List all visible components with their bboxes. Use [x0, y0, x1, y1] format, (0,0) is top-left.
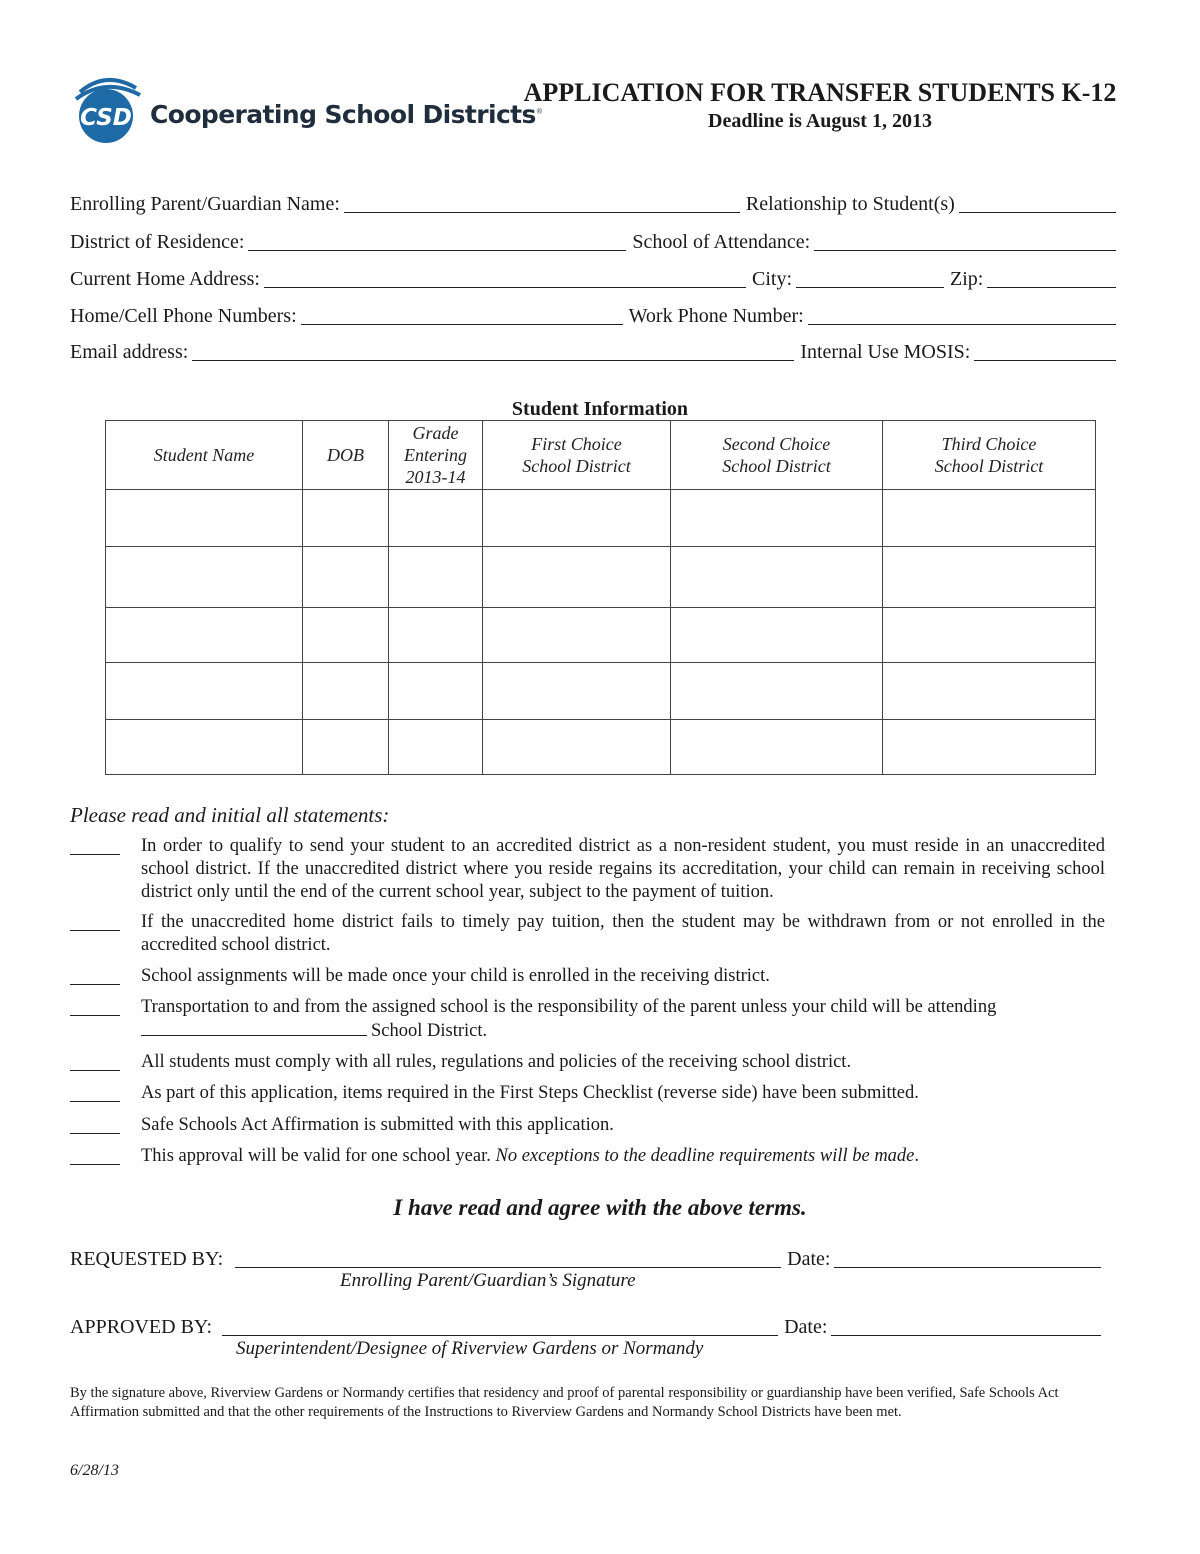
school-attendance-field[interactable] [814, 250, 1116, 251]
table-cell[interactable] [883, 720, 1096, 775]
table-cell[interactable] [883, 663, 1096, 720]
school-attendance-label: School of Attendance: [632, 231, 811, 253]
initial-field-8[interactable] [70, 1145, 120, 1165]
home-phone-field[interactable] [301, 324, 623, 325]
logo-name: Cooperating School Districts® [150, 100, 543, 129]
zip-label: Zip: [950, 268, 984, 290]
table-row [106, 547, 1096, 608]
table-row [106, 608, 1096, 663]
mosis-label: Internal Use MOSIS: [800, 341, 971, 363]
initial-field-7[interactable] [70, 1114, 120, 1134]
csd-logo [70, 72, 543, 144]
approved-signature-field[interactable] [222, 1335, 778, 1336]
initial-field-2[interactable] [70, 911, 120, 931]
table-cell[interactable] [671, 663, 883, 720]
csd-logo-icon [70, 72, 142, 144]
requested-row [70, 1243, 1107, 1271]
statement-3: School assignments will be made once your child is enrolled in the receiving district. [70, 965, 1105, 988]
approved-by-label: APPROVED BY: [70, 1316, 213, 1338]
table-cell[interactable] [303, 720, 389, 775]
statements-instruction: Please read and initial all statements: [70, 803, 390, 827]
table-cell[interactable] [106, 720, 303, 775]
table-row [106, 720, 1096, 775]
deadline-subtitle: Deadline is August 1, 2013 [708, 110, 932, 132]
statement-5: All students must comply with all rules, regulations and policies of the receiving school district. [70, 1051, 1105, 1074]
requested-caption: Enrolling Parent/Guardian’s Signature [340, 1270, 636, 1291]
table-cell[interactable] [389, 608, 483, 663]
phone-row [70, 300, 1122, 328]
initial-field-6[interactable] [70, 1082, 120, 1102]
email-label: Email address: [70, 341, 189, 363]
requested-date-field[interactable] [834, 1267, 1101, 1268]
work-phone-field[interactable] [808, 324, 1116, 325]
student-info-table [105, 420, 1096, 775]
approved-date-field[interactable] [831, 1335, 1101, 1336]
approved-caption: Superintendent/Designee of Riverview Gardens or Normandy [236, 1338, 704, 1359]
initial-field-5[interactable] [70, 1051, 120, 1071]
district-row [70, 226, 1122, 254]
table-cell[interactable] [303, 608, 389, 663]
statement-6: As part of this application, items required in the First Steps Checklist (reverse side) have been submitted. [70, 1082, 1105, 1105]
initial-field-3[interactable] [70, 965, 120, 985]
home-address-label: Current Home Address: [70, 268, 260, 290]
table-row [106, 490, 1096, 547]
zip-field[interactable] [987, 287, 1116, 288]
email-row [70, 336, 1122, 364]
table-cell[interactable] [303, 547, 389, 608]
parent-row [70, 188, 1122, 216]
column-header: Grade Entering 2013-14 [389, 421, 483, 490]
table-cell[interactable] [671, 490, 883, 547]
page-title: APPLICATION FOR TRANSFER STUDENTS K-12 [523, 78, 1117, 107]
column-header: First Choice School District [483, 421, 671, 490]
school-district-blank[interactable] [141, 1019, 367, 1036]
table-cell[interactable] [389, 547, 483, 608]
revision-date: 6/28/13 [70, 1462, 119, 1479]
table-cell[interactable] [671, 720, 883, 775]
initial-field-4[interactable] [70, 996, 120, 1016]
requested-by-label: REQUESTED BY: [70, 1248, 224, 1270]
table-cell[interactable] [106, 490, 303, 547]
approved-date-label: Date: [784, 1316, 828, 1338]
table-cell[interactable] [483, 720, 671, 775]
table-cell[interactable] [389, 720, 483, 775]
logo-mark-text: CSD [80, 105, 132, 131]
table-cell[interactable] [483, 490, 671, 547]
table-cell[interactable] [303, 663, 389, 720]
table-cell[interactable] [303, 490, 389, 547]
table-row [106, 663, 1096, 720]
table-cell[interactable] [671, 547, 883, 608]
table-cell[interactable] [483, 663, 671, 720]
table-cell[interactable] [389, 490, 483, 547]
statement-2: If the unaccredited home district fails to timely pay tuition, then the student may be withdrawn from or not enrolled in the accredited school district. [70, 911, 1105, 957]
table-cell[interactable] [671, 608, 883, 663]
address-row [70, 263, 1122, 291]
work-phone-label: Work Phone Number: [628, 305, 804, 327]
relationship-label: Relationship to Student(s) [745, 193, 955, 215]
table-cell[interactable] [883, 547, 1096, 608]
table-cell[interactable] [106, 663, 303, 720]
requested-signature-field[interactable] [235, 1267, 781, 1268]
district-residence-label: District of Residence: [70, 231, 245, 253]
statement-4: Transportation to and from the assigned school is the responsibility of the parent unless your child will be attending School District. [70, 996, 1105, 1043]
city-label: City: [751, 268, 792, 290]
parent-name-label: Enrolling Parent/Guardian Name: [70, 193, 340, 215]
student-info-title: Student Information [511, 398, 689, 420]
initial-field-1[interactable] [70, 835, 120, 855]
table-cell[interactable] [483, 608, 671, 663]
column-header: Third Choice School District [883, 421, 1096, 490]
home-address-field[interactable] [264, 287, 746, 288]
column-header: Student Name [106, 421, 303, 490]
column-header: DOB [303, 421, 389, 490]
home-phone-label: Home/Cell Phone Numbers: [70, 305, 297, 327]
requested-date-label: Date: [787, 1248, 831, 1270]
parent-name-field[interactable] [344, 212, 740, 213]
certification-fine-print: By the signature above, Riverview Gardens or Normandy certifies that residency and proof of parental responsibility or guardianship have been verified, Safe Schools Act Affirmation submitted and that the other requirements of the Instructions to Riverview Gardens and Normandy School Districts have been met. [70, 1385, 1059, 1420]
city-field[interactable] [796, 287, 944, 288]
district-residence-field[interactable] [248, 250, 626, 251]
table-cell[interactable] [106, 608, 303, 663]
email-field[interactable] [192, 360, 794, 361]
relationship-field[interactable] [959, 212, 1116, 213]
table-cell[interactable] [389, 663, 483, 720]
statement-1: In order to qualify to send your student to an accredited district as a non-resident student, you must reside in an unaccredited school district. If the unaccredited district where you reside regains its accreditation, your child can remain in receiving school district only until the end of the current school year, subject to the payment of tuition. [70, 835, 1105, 904]
statement-8: This approval will be valid for one school year. No exceptions to the deadline requirements will be made. [70, 1145, 1105, 1168]
table-header-row [106, 421, 1096, 490]
table-cell[interactable] [883, 608, 1096, 663]
mosis-field[interactable] [974, 360, 1116, 361]
table-cell[interactable] [106, 547, 303, 608]
table-cell[interactable] [483, 547, 671, 608]
agreement-statement: I have read and agree with the above terms. [393, 1195, 807, 1220]
statement-7: Safe Schools Act Affirmation is submitted with this application. [70, 1114, 1105, 1137]
table-cell[interactable] [883, 490, 1096, 547]
column-header: Second Choice School District [671, 421, 883, 490]
approved-row [70, 1311, 1107, 1339]
